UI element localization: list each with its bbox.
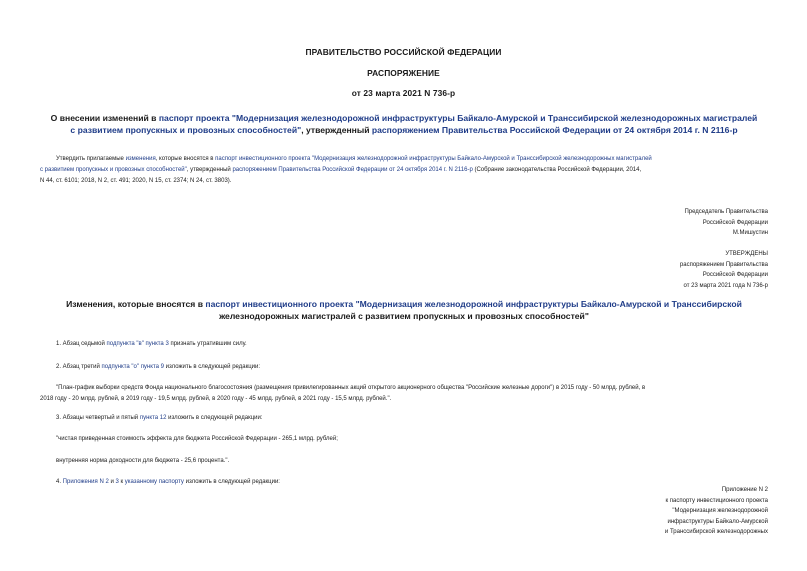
quote-1-line-2: 2018 году - 20 млрд. рублей, в 2019 году - 19,5 млрд. рублей, в 2020 году - 45 млрд. рублей, в 2021 году - 15,5 млрд. рублей.". bbox=[40, 396, 392, 402]
appendix-block bbox=[468, 485, 768, 538]
changes-title-lead: Изменения, которые вносятся в bbox=[66, 299, 206, 309]
item-1-point-link[interactable]: пункта 3 bbox=[145, 341, 169, 347]
intro-text-1: Утвердить прилагаемые bbox=[56, 156, 126, 162]
item-2-subpoint-link[interactable]: подпункта "о" bbox=[101, 364, 140, 370]
intro-changes-link[interactable]: изменения bbox=[125, 156, 156, 162]
item-2-text-a: 2. Абзац третий bbox=[56, 364, 102, 370]
approved-line-3: Российской Федерации bbox=[702, 272, 768, 278]
changes-title-line-2: железнодорожных магистралей с развитием пропускных и провозных способностей" bbox=[219, 311, 589, 321]
appendix-line-3: "Модернизация железнодорожной bbox=[672, 508, 768, 514]
intro-passport-link[interactable]: паспорт инвестиционного проекта "Модернизация железнодорожной инфраструктуры Байкало-Амурской и Транссибирской железнодорожных магистралей bbox=[215, 156, 652, 162]
doc-title bbox=[40, 112, 768, 136]
title-passport-link[interactable]: паспорт проекта "Модернизация железнодорожной инфраструктуры Байкало-Амурской и Транссибирской железнодорожных магистралей bbox=[158, 113, 758, 123]
appendix-line-4: инфраструктуры Байкало-Амурской bbox=[667, 518, 768, 525]
item-2-point-link[interactable]: пункта 9 bbox=[140, 364, 164, 370]
signature-line-2: Российской Федерации bbox=[702, 219, 768, 226]
item-4-appendix2-link[interactable]: Приложения N 2 bbox=[62, 479, 109, 485]
intro-text-4: (Собрание законодательства Российской Федерации, 2014, bbox=[472, 167, 642, 173]
item-4-passport-link[interactable]: указанному паспорту bbox=[124, 479, 184, 485]
org-name: ПРАВИТЕЛЬСТВО РОССИЙСКОЙ ФЕДЕРАЦИИ bbox=[305, 47, 502, 57]
item-4-text-b: и bbox=[108, 479, 116, 485]
item-2-text-c: изложить в следующей редакции: bbox=[163, 364, 261, 370]
intro-paragraph bbox=[40, 154, 770, 187]
appendix-line-2: к паспорту инвестиционного проекта bbox=[665, 497, 768, 504]
quote-3: внутренняя норма доходности для бюджета - 25,6 процента.". bbox=[56, 458, 230, 464]
title-mid: , утвержденный bbox=[301, 125, 372, 135]
item-1-text-c: признать утратившим силу. bbox=[168, 341, 247, 347]
item-1-text-a: 1. Абзац седьмой bbox=[56, 341, 107, 347]
title-passport-link-cont[interactable]: с развитием пропускных и провозных способностей" bbox=[70, 125, 302, 135]
signature-block bbox=[468, 207, 768, 239]
doc-date: от 23 марта 2021 N 736-р bbox=[351, 88, 456, 98]
item-4-text-d: изложить в следующей редакции: bbox=[183, 479, 280, 485]
quote-1 bbox=[40, 383, 770, 405]
intro-text-2: , которые вносятся в bbox=[155, 156, 216, 162]
item-4-appendix3-link[interactable]: 3 bbox=[115, 479, 119, 485]
approved-block bbox=[468, 249, 768, 291]
item-3-point-link[interactable]: пункта 12 bbox=[139, 415, 167, 421]
quote-1-line-1: "План-график выборки средств Фонда национального благосостояния (размещения привилегированных акций открытого акционерного общества "Российские железные дороги") в 2015 году - 50 млрд. рублей, в bbox=[56, 385, 646, 391]
approved-line-1: УТВЕРЖДЕНЫ bbox=[725, 251, 768, 257]
item-4-text-a: 4. bbox=[56, 479, 63, 485]
doc-type: РАСПОРЯЖЕНИЕ bbox=[367, 68, 440, 78]
appendix-line-1: Приложение N 2 bbox=[721, 487, 768, 493]
item-3-text-c: изложить в следующей редакции: bbox=[166, 415, 263, 421]
item-1-subpoint-link[interactable]: подпункта "в" bbox=[106, 341, 144, 347]
item-3 bbox=[56, 413, 776, 424]
changes-title-passport-link[interactable]: паспорт инвестиционного проекта "Модернизация железнодорожной инфраструктуры Байкало-Амурской и Транссибирской bbox=[205, 299, 742, 309]
signature-line-1: Председатель Правительства bbox=[684, 209, 768, 215]
intro-passport-link-cont[interactable]: с развитием пропускных и провозных способностей" bbox=[40, 167, 187, 173]
title-lead: О внесении изменений в bbox=[50, 113, 159, 123]
signature-line-3: М.Мишустин bbox=[732, 230, 768, 236]
approved-line-2: распоряжением Правительства bbox=[679, 261, 768, 268]
item-2 bbox=[56, 362, 776, 373]
item-4-text-c: к bbox=[118, 479, 125, 485]
quote-2: "чистая приведенная стоимость эффекта для бюджета Российской Федерации - 265,1 млрд. рублей; bbox=[56, 436, 338, 442]
title-order-link[interactable]: распоряжением Правительства Российской Федерации от 24 октября 2014 г. N 2116-р bbox=[371, 125, 738, 135]
item-1 bbox=[56, 339, 776, 350]
approved-line-4: от 23 марта 2021 года N 736-р bbox=[683, 282, 768, 289]
intro-order-link[interactable]: распоряжением Правительства Российской Федерации от 24 октября 2014 г. N 2116-р bbox=[232, 167, 473, 173]
item-3-text-a: 3. Абзацы четвертый и пятый bbox=[56, 415, 140, 421]
intro-text-5: N 44, ст. 6101; 2018, N 2, ст. 491; 2020, N 15, ст. 2374; N 24, ст. 3803). bbox=[40, 178, 232, 184]
intro-text-3: , утвержденный bbox=[186, 167, 233, 173]
changes-title bbox=[40, 298, 768, 322]
appendix-line-5: и Транссибирской железнодорожных bbox=[664, 529, 768, 535]
